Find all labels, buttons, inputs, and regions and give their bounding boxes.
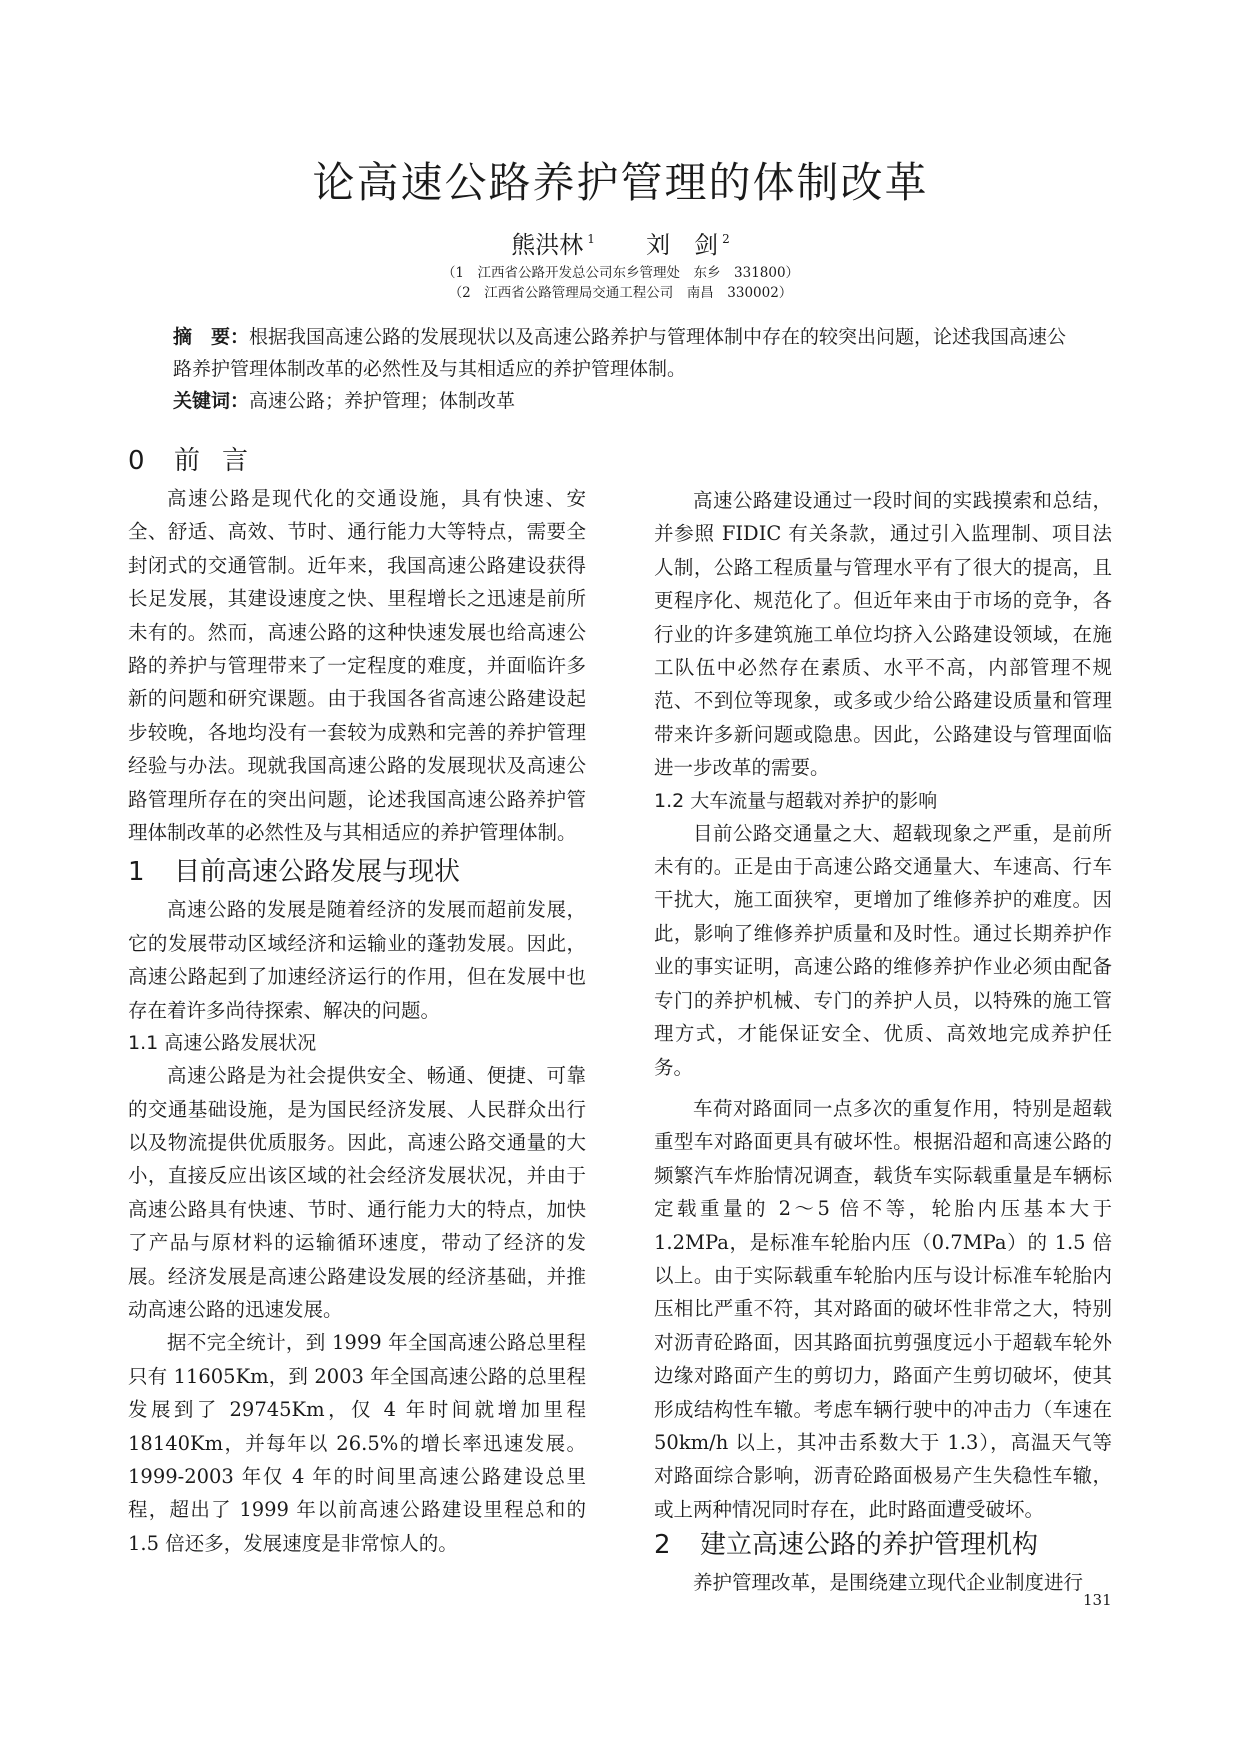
- subsection-heading: 1.2 大车流量与超载对养护的影响: [654, 789, 938, 812]
- keywords-label: 关键词：: [173, 390, 250, 412]
- right-column: [654, 484, 1112, 1600]
- paragraph: 高速公路是为社会提供安全、畅通、便捷、可靠的交通基础设施，是为国民经济发展、人民群众出行以及物流提供优质服务。因此，高速公路交通量的大小，直接反应出该区域的社会经济发展状况，并由于高速公路具有快速、节时、通行能力大的特点，加快了产品与原材料的运输循环速度，带动了经济的发展。经济发展是高速公路建设发展的经济基础，并推动高速公路的迅速发展。: [128, 1064, 586, 1321]
- subsection-heading: 1.1 高速公路发展状况: [128, 1032, 317, 1055]
- paragraph: 据不完全统计，到 1999 年全国高速公路总里程只有 11605Km，到 2003 年全国高速公路的总里程发展到了 29745Km，仅 4 年时间就增加里程 18140Km，并每年以 26.5%的增长率迅速发展。1999-2003 年仅 4 年的时间里高速公路建设总里程，超出了 1999 年以前高速公路建设里程总和的 1.5 倍还多，发展速度是非常惊人的。: [128, 1331, 586, 1555]
- abstract: [173, 321, 1073, 385]
- section-heading: [654, 1528, 1112, 1562]
- section-number: 1: [128, 857, 145, 888]
- section-heading: [128, 855, 586, 889]
- paragraph: 高速公路是现代化的交通设施，具有快速、安全、舒适、高效、节时、通行能力大等特点，需要全封闭式的交通管制。近年来，我国高速公路建设获得长足发展，其建设速度之快、里程增长之迅速是前所未有的。然而，高速公路的这种快速发展也给高速公路的养护与管理带来了一定程度的难度，并面临许多新的问题和研究课题。由于我国各省高速公路建设起步较晚，各地均没有一套较为成熟和完善的养护管理经验与办法。现就我国高速公路的发展现状及高速公路管理所存在的突出问题，论述我国高速公路养护管理体制改革的必然性及与其相适应的养护管理体制。: [128, 487, 586, 845]
- author-affiliation-mark: 2: [722, 232, 730, 246]
- section-title: 目前高速公路发展与现状: [174, 857, 461, 888]
- author-affiliation-mark: 1: [587, 232, 595, 246]
- paragraph: 目前公路交通量之大、超载现象之严重，是前所未有的。正是由于高速公路交通量大、车速高、行车干扰大，施工面狭窄，更增加了维修养护的难度。因此，影响了维修养护质量和及时性。通过长期养护作业的事实证明，高速公路的维修养护作业必须由配备专门的养护机械、专门的养护人员，以特殊的施工管理方式，才能保证安全、优质、高效地完成养护任务。: [654, 821, 1112, 1079]
- paper-title: 论高速公路养护管理的体制改革: [312, 158, 929, 207]
- paragraph: 高速公路的发展是随着经济的发展而超前发展，它的发展带动区域经济和运输业的蓬勃发展。因此，高速公路起到了加速经济运行的作用，但在发展中也存在着许多尚待探索、解决的问题。: [128, 898, 586, 1022]
- section-title: 建立高速公路的养护管理机构: [700, 1530, 1039, 1561]
- paragraph: 车荷对路面同一点多次的重复作用，特别是超载重型车对路面更具有破坏性。根据沿超和高速公路的频繁汽车炸胎情况调查，载货车实际载重量是车辆标定载重量的 2～5 倍不等，轮胎内压基本大于 1.2MPa，是标准车轮胎内压（0.7MPa）的 1.5 倍以上。由于实际载重车轮胎内压与设计标准车轮胎内压相比严重不符，其对路面的破坏性非常之大，特别对沥青砼路面，因其路面抗剪强度远小于超载车轮外边缘对路面产生的剪切力，路面产生剪切破坏，使其形成结构性车辙。考虑车辆行驶中的冲击力（车速在 50km/h 以上，其冲击系数大于 1.3），高温天气等对路面综合影响，沥青砼路面极易产生失稳性车辙，或上两种情况同时存在，此时路面遭受破坏。: [654, 1096, 1112, 1521]
- paragraph: 养护管理改革，是围绕建立现代企业制度进行: [693, 1571, 1084, 1595]
- section-title: 前言: [174, 446, 271, 476]
- page-number: 131: [1083, 1591, 1112, 1609]
- affiliation: （2 江西省公路管理局交通工程公司 南昌 330002）: [448, 285, 793, 301]
- section-number: 2: [654, 1530, 671, 1561]
- section-number: 0: [128, 446, 145, 476]
- abstract-label: 摘 要：: [173, 326, 250, 348]
- section-heading: [128, 444, 586, 478]
- keywords: [173, 385, 1073, 417]
- author-name: 熊洪林: [511, 231, 584, 259]
- paragraph: 高速公路建设通过一段时间的实践摸索和总结，并参照 FIDIC 有关条款，通过引入监理制、项目法人制，公路工程质量与管理水平有了很大的提高，且更程序化、规范化了。但近年来由于市场的竞争，各行业的许多建筑施工单位均挤入公路建设领域，在施工队伍中必然存在素质、水平不高，内部管理不规范、不到位等现象，或多或少给公路建设质量和管理带来许多新问题或隐患。因此，公路建设与管理面临进一步改革的需要。: [654, 489, 1112, 780]
- keywords-text: 高速公路；养护管理；体制改革: [249, 390, 516, 412]
- author-name: 刘 剑: [646, 231, 719, 259]
- left-column: [128, 444, 586, 1560]
- abstract-text: 根据我国高速公路的发展现状以及高速公路养护与管理体制中存在的较突出问题，论述我国高速公路养护管理体制改革的必然性及与其相适应的养护管理体制。: [173, 326, 1067, 380]
- affiliation: （1 江西省公路开发总公司东乡管理处 东乡 331800）: [441, 265, 800, 281]
- author-line: [0, 225, 1241, 260]
